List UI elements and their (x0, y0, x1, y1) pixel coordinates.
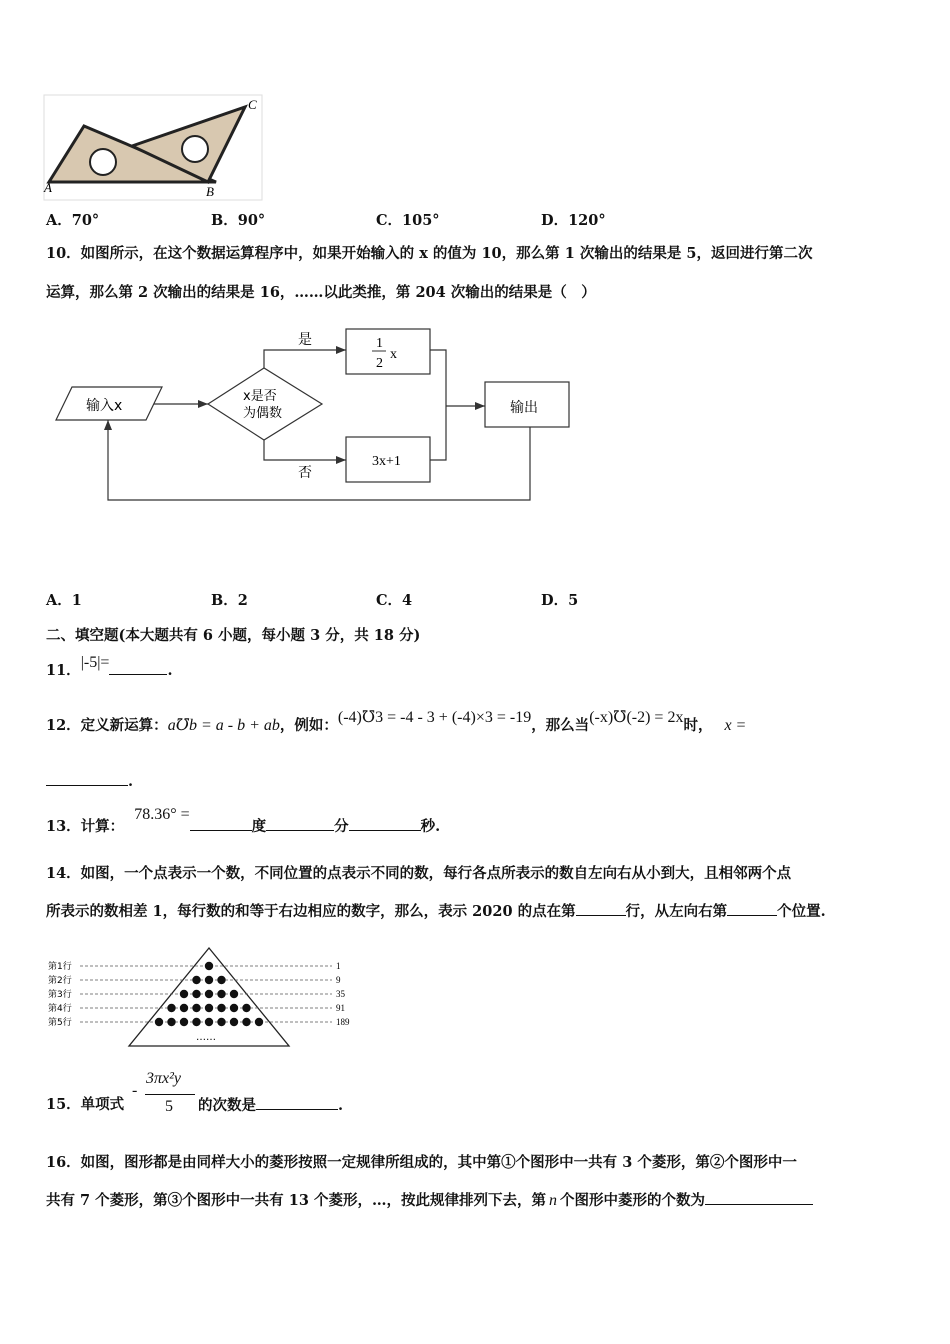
number-dot (217, 1018, 225, 1026)
q13-prefix: 13．计算： (46, 818, 125, 835)
continuation-dots: …… (196, 1032, 216, 1043)
number-dot (180, 1004, 188, 1012)
q16-line2-part2: 个图形中菱形的个数为 (559, 1192, 705, 1209)
number-dot (242, 1018, 250, 1026)
half-denominator: 2 (376, 356, 383, 371)
q14-text-line2 (46, 901, 826, 922)
q14-line2-part2: 行，从左向右第 (625, 903, 728, 920)
q15-suffix-text: 的次数是 (198, 1097, 256, 1114)
q14-text-line1: 14．如图，一个点表示一个数，不同位置的点表示不同的数，每行各点所表示的数自左向右从小到大，且相邻两个点 (46, 865, 792, 882)
number-dot (230, 990, 238, 998)
flowchart (50, 322, 590, 507)
q16-text-line1: 16．如图，图形都是由同样大小的菱形按照一定规律所组成的，其中第①个图形中一共有 3 个菱形，第②个图形中一 (46, 1154, 797, 1171)
number-dot (192, 990, 200, 998)
q9-option-b[interactable]: B．90° (211, 212, 266, 229)
row-label: 第2行 (48, 976, 72, 986)
half-variable: x (390, 347, 397, 362)
number-dot (167, 1018, 175, 1026)
row-sum: 35 (336, 989, 345, 999)
label-c: C (248, 97, 257, 112)
q9-option-c[interactable]: C．105° (376, 212, 440, 229)
row-label: 第5行 (48, 1018, 72, 1028)
yes-label: 是 (298, 332, 312, 348)
q12-definition: a℧b = a - b + ab (167, 717, 280, 734)
q11 (46, 654, 173, 681)
q12-answer-line (46, 771, 133, 792)
half-box (346, 329, 430, 374)
row-sum: 91 (336, 1003, 345, 1013)
no-label: 否 (298, 465, 312, 481)
q11-number: 11． (46, 662, 81, 679)
q16-line2-part1: 共有 7 个菱形，第③个图形中一共有 13 个菱形，…，按此规律排列下去，第 (46, 1192, 546, 1209)
half-numerator: 1 (376, 336, 383, 351)
number-dot (192, 1004, 200, 1012)
number-dot (217, 1004, 225, 1012)
number-dot (205, 1004, 213, 1012)
row-label: 第4行 (48, 1004, 72, 1014)
number-dot (242, 1004, 250, 1012)
q10-text-line1: 10．如图所示，在这个数据运算程序中，如果开始输入的 x 的值为 10，那么第 1 次输出的结果是 5，返回进行第二次 (46, 245, 813, 262)
number-dot (192, 1018, 200, 1026)
q13-blank-second[interactable] (349, 816, 421, 831)
hole-left (90, 149, 116, 175)
q11-end: . (167, 662, 173, 679)
output-label: 输出 (510, 400, 538, 416)
q13-blank-minute[interactable] (266, 816, 334, 831)
q16-text-line2 (46, 1190, 813, 1211)
number-dot (230, 1004, 238, 1012)
section-2-heading: 二、填空题(本大题共有 6 小题，每小题 3 分，共 18 分) (46, 627, 421, 644)
row-label: 第3行 (48, 990, 72, 1000)
number-dot (192, 976, 200, 984)
q14-line2-part1: 所表示的数相差 1，每行数的和等于右边相应的数字，那么，表示 2020 的点在第 (46, 903, 576, 920)
q9-option-d[interactable]: D．120° (541, 212, 606, 229)
q13-blank-degree[interactable] (190, 816, 252, 831)
number-dot (205, 1018, 213, 1026)
q15-numerator: 3πx²y (146, 1070, 182, 1087)
q10-option-b[interactable]: B．2 (211, 592, 248, 609)
q12 (46, 709, 747, 736)
q12-end: . (128, 773, 134, 790)
q12-mid3: 时， (683, 717, 713, 734)
q15-fraction (132, 1070, 202, 1120)
q10-option-d[interactable]: D．5 (541, 592, 579, 609)
q12-mid: ，例如： (279, 717, 338, 734)
q15-end: . (338, 1097, 344, 1114)
q15-fraction-bar (145, 1094, 195, 1095)
triple-label: 3x+1 (372, 454, 401, 469)
q10-option-c[interactable]: C．4 (376, 592, 413, 609)
number-dot (205, 976, 213, 984)
q13-minute-label: 分 (334, 818, 349, 835)
number-dot (167, 1004, 175, 1012)
number-dot (217, 976, 225, 984)
label-b: B (206, 184, 214, 199)
q15-denominator: 5 (165, 1098, 173, 1115)
label-a: A (44, 180, 52, 195)
number-dot (205, 962, 213, 970)
q12-example: (-4)℧3 = -4 - 3 + (-4)×3 = -19 (337, 709, 532, 726)
number-dot (217, 990, 225, 998)
q9-option-a[interactable]: A．70° (46, 212, 100, 229)
q10-option-a[interactable]: A．1 (46, 592, 82, 609)
row-label: 第1行 (48, 962, 72, 972)
q10-text-line2: 运算，那么第 2 次输出的结果是 16，……以此类推，第 204 次输出的结果是（ ） (46, 284, 596, 301)
set-square-figure (40, 95, 270, 205)
q11-blank[interactable] (109, 660, 167, 675)
q13-second-label: 秒. (420, 818, 441, 835)
row-sum: 9 (336, 975, 341, 985)
number-dot (230, 1018, 238, 1026)
number-dot (180, 1018, 188, 1026)
q13-expression: 78.36° = (134, 806, 190, 823)
q15-prefix: 15．单项式 (46, 1096, 125, 1113)
q15-suffix (198, 1095, 343, 1116)
dot-triangle-figure (46, 944, 366, 1054)
input-label: 输入x (86, 398, 123, 414)
q15-blank[interactable] (256, 1095, 338, 1110)
row-sum: 1 (336, 961, 341, 971)
number-dot (180, 990, 188, 998)
q14-blank-position[interactable] (727, 901, 777, 916)
q12-ask: x = (724, 717, 747, 734)
q16-blank[interactable] (705, 1190, 813, 1205)
q15-sign: - (132, 1082, 138, 1099)
q16-variable-n: n (548, 1192, 557, 1209)
q15 (46, 1095, 124, 1115)
number-dot (155, 1018, 163, 1026)
q14-blank-row[interactable] (576, 901, 626, 916)
q12-condition: (-x)℧(-2) = 2x (589, 709, 684, 726)
hole-right (182, 136, 208, 162)
decision-label-line1: x是否 (243, 389, 277, 404)
decision-diamond (208, 368, 322, 440)
q12-prefix: 12．定义新运算： (46, 717, 168, 734)
q13-degree-label: 度 (251, 818, 267, 835)
row-sum: 189 (336, 1017, 350, 1027)
q13 (46, 806, 441, 837)
q12-mid2: ，那么当 (531, 717, 590, 734)
decision-label-line2: 为偶数 (243, 406, 283, 421)
number-dot (205, 990, 213, 998)
q11-expression: |-5|= (80, 654, 110, 671)
number-dot (255, 1018, 263, 1026)
q12-blank[interactable] (46, 771, 128, 786)
q14-line2-part3: 个位置. (777, 903, 826, 920)
